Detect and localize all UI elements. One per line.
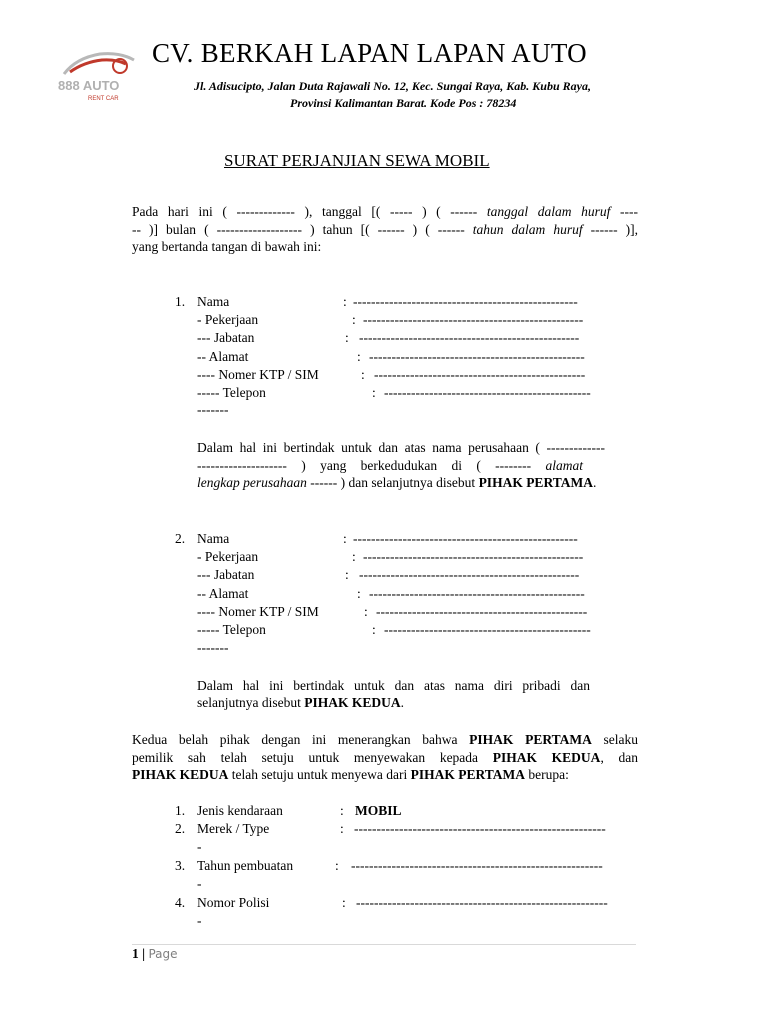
field-label: ---- Nomer KTP / SIM [197, 603, 319, 619]
field-label: -- Alamat [197, 348, 249, 364]
party2-desc-line-1: Dalam hal ini bertindak untuk dan atas nama diri pribadi dan [197, 678, 590, 693]
vehicle-item-number: 2. [175, 821, 186, 836]
field-blank[interactable]: ------------------------------------------------- [359, 567, 580, 583]
company-name: CV. BERKAH LAPAN LAPAN AUTO [152, 38, 587, 68]
field-label: - Pekerjaan [197, 312, 259, 328]
vehicle-item-label: Nomor Polisi [197, 895, 270, 910]
field-colon: : [343, 531, 347, 546]
field-blank[interactable]: ------------------------------------------------- [363, 312, 584, 328]
vehicle-item-value: MOBIL [355, 803, 402, 818]
field-blank[interactable]: ------------------------------------------------ [369, 348, 585, 364]
address-line-2: Provinsi Kalimantan Barat. Kode Pos : 78234 [290, 96, 517, 110]
vehicle-item-value[interactable]: -------------------------------------------------------- [351, 858, 603, 873]
field-label: Nama [197, 531, 230, 546]
vehicle-item-wrap: - [197, 839, 202, 854]
field-label: ---- Nomer KTP / SIM [197, 366, 319, 382]
field-colon: : [364, 603, 368, 619]
party1-desc-line-2: -------------------- ) yang berkedudukan di ( -------- alamat [197, 458, 583, 473]
vehicle-item-colon: : [340, 821, 344, 836]
field-label: ----- Telepon [197, 622, 266, 637]
vehicle-item-number: 1. [175, 803, 186, 818]
party2-desc-line-2: selanjutnya disebut PIHAK KEDUA. [197, 695, 404, 710]
statement-line-2: pemilik sah telah setuju untuk menyewakan kepada PIHAK KEDUA, dan [132, 750, 638, 765]
vehicle-item-value[interactable]: -------------------------------------------------------- [356, 895, 608, 910]
vehicle-item-wrap: - [197, 913, 202, 928]
address-line-1: Jl. Adisucipto, Jalan Duta Rajawali No. 12, Kec. Sungai Raya, Kab. Kubu Raya, [194, 79, 591, 93]
vehicle-item-label: Merek / Type [197, 821, 270, 836]
field-blank[interactable]: ------------------------------------------------ [369, 585, 585, 601]
field-blank[interactable]: ----------------------------------------------- [374, 366, 586, 382]
vehicle-item-label: Tahun pembuatan [197, 858, 294, 873]
vehicle-item-number: 3. [175, 858, 186, 873]
party1-desc-line-3: lengkap perusahaan ------ ) dan selanjutnya disebut PIHAK PERTAMA. [197, 475, 597, 490]
field-colon: : [352, 312, 356, 328]
statement-line-3: PIHAK KEDUA telah setuju untuk menyewa dari PIHAK PERTAMA berupa: [132, 767, 569, 782]
field-colon: : [372, 385, 376, 400]
page-label: Page [148, 947, 178, 961]
field-colon: : [357, 585, 361, 601]
field-colon: : [352, 549, 356, 565]
field-colon: : [345, 567, 349, 583]
logo-text: 888 AUTO [58, 78, 120, 93]
field-label: -- Alamat [197, 585, 249, 601]
field-colon: : [372, 622, 376, 637]
field-blank[interactable]: ---------------------------------------------- [384, 385, 591, 400]
field-colon: : [343, 294, 347, 309]
field-label: --- Jabatan [197, 330, 255, 346]
field-label: ----- Telepon [197, 385, 266, 400]
page-footer: 1 | Page [132, 946, 178, 961]
vehicle-item-wrap: - [197, 876, 202, 891]
party1-desc-line-1: Dalam hal ini bertindak untuk dan atas nama perusahaan ( ------------- [197, 440, 605, 455]
field-blank[interactable]: ----------------------------------------------- [376, 603, 588, 619]
field-blank[interactable]: -------------------------------------------------- [353, 294, 578, 309]
field-blank[interactable]: ---------------------------------------------- [384, 622, 591, 637]
field-colon: : [345, 330, 349, 346]
party2-trail: ------- [197, 640, 229, 655]
field-label: - Pekerjaan [197, 549, 259, 565]
field-label: Nama [197, 294, 230, 309]
logo-subtext: RENT CAR [88, 96, 119, 102]
field-label: --- Jabatan [197, 567, 255, 583]
party1-trail: ------- [197, 402, 229, 417]
vehicle-item-colon: : [342, 895, 346, 910]
statement-line-1: Kedua belah pihak dengan ini menerangkan bahwa PIHAK PERTAMA selaku [132, 732, 638, 747]
field-blank[interactable]: ------------------------------------------------- [359, 330, 580, 346]
vehicle-item-colon: : [335, 858, 339, 873]
intro-line-1: Pada hari ini ( ------------- ), tanggal [( ----- ) ( ------ tanggal dalam huruf ---- [132, 204, 638, 219]
intro-line-2: -- )] bulan ( ------------------- ) tahun [( ------ ) ( ------ tahun dalam huruf ------ )], [132, 222, 638, 237]
page-number: 1 [132, 946, 139, 961]
document-title: SURAT PERJANJIAN SEWA MOBIL [224, 151, 490, 170]
field-colon: : [357, 348, 361, 364]
field-colon: : [361, 366, 365, 382]
company-logo [56, 44, 148, 104]
intro-line-3: yang bertanda tangan di bawah ini: [132, 239, 322, 254]
footer-divider [132, 944, 636, 945]
vehicle-item-label: Jenis kendaraan [197, 803, 283, 818]
vehicle-item-value[interactable]: -------------------------------------------------------- [354, 821, 606, 836]
field-blank[interactable]: -------------------------------------------------- [353, 531, 578, 546]
field-blank[interactable]: ------------------------------------------------- [363, 549, 584, 565]
party1-number: 1. [175, 294, 186, 309]
vehicle-item-number: 4. [175, 895, 186, 910]
vehicle-item-colon: : [340, 803, 344, 818]
party2-number: 2. [175, 531, 186, 546]
